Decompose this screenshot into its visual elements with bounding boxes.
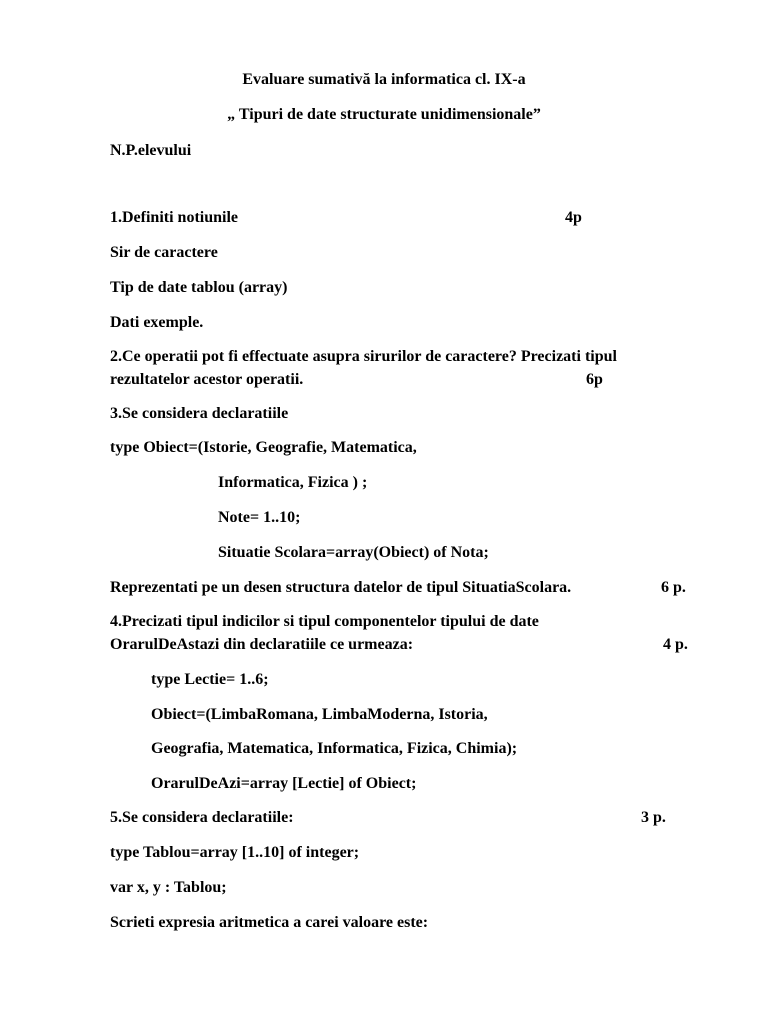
question-4-code-line: Geografia, Matematica, Informatica, Fizica, Chimia); xyxy=(151,740,518,757)
question-4-code-line: Obiect=(LimbaRomana, LimbaModerna, Istoria, xyxy=(151,706,488,723)
question-1-item: Sir de caractere xyxy=(110,244,218,261)
question-3-task: Reprezentati pe un desen structura datelor de tipul SituatiaScolara. xyxy=(110,579,572,596)
question-3-code-line: Note= 1..10; xyxy=(218,509,301,526)
question-4-points: 4 p. xyxy=(663,636,688,653)
question-2-line-1: 2.Ce operatii pot fi effectuate asupra sirurilor de caractere? Precizati tipul xyxy=(110,348,617,365)
question-5-task: Scrieti expresia aritmetica a carei valoare este: xyxy=(110,914,429,931)
question-2-points: 6p xyxy=(586,371,603,388)
question-5-title: 5.Se considera declaratiile: xyxy=(110,809,294,826)
question-1-item: Dati exemple. xyxy=(110,314,204,331)
question-2-line-2: rezultatelor acestor operatii. xyxy=(110,371,304,388)
question-4-code-line: type Lectie= 1..6; xyxy=(151,671,269,688)
question-4-line-2: OrarulDeAstazi din declaratiile ce urmeaza: xyxy=(110,636,414,653)
question-5-code-line: var x, y : Tablou; xyxy=(110,879,227,896)
document-title: Evaluare sumativă la informatica cl. IX-a xyxy=(242,71,526,88)
question-3-code-line: Situatie Scolara=array(Obiect) of Nota; xyxy=(218,544,489,561)
question-5-code-line: type Tablou=array [1..10] of integer; xyxy=(110,844,360,861)
question-1-points: 4p xyxy=(565,209,582,226)
question-4-line-1: 4.Precizati tipul indicilor si tipul componentelor tipului de date xyxy=(110,613,539,630)
question-3-code-line: Informatica, Fizica ) ; xyxy=(218,474,368,491)
student-name-label: N.P.elevului xyxy=(110,142,192,159)
document-subtitle: „ Tipuri de date structurate unidimensionale” xyxy=(227,106,541,123)
question-1-item: Tip de date tablou (array) xyxy=(110,279,288,296)
question-5-points: 3 p. xyxy=(641,809,666,826)
question-3-code-line: type Obiect=(Istorie, Geografie, Matematica, xyxy=(110,439,417,456)
question-1-title: 1.Definiti notiunile xyxy=(110,209,239,226)
question-4-code-line: OrarulDeAzi=array [Lectie] of Obiect; xyxy=(151,775,417,792)
question-3-title: 3.Se considera declaratiile xyxy=(110,405,289,422)
question-3-points: 6 p. xyxy=(661,579,686,596)
